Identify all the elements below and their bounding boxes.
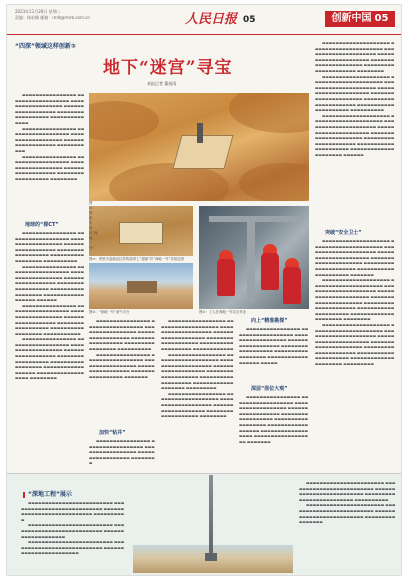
text-column: ▬▬▬▬▬▬▬▬▬▬▬▬▬▬▬▬▬ ▬▬▬▬▬▬▬▬▬▬▬▬▬▬▬▬▬▬▬ ▬▬▬▬▬▬▬▬▬▬▬▬▬▬▬▬▬▬▬ ▬▬▬▬▬▬▬▬▬▬▬▬▬▬▬▬▬▬▬ ▬▬▬▬▬▬▬▬▬▬▬▬▬▬▬▬▬▬▬ ▬▬▬▬▬▬▬▬▬▬▬▬▬▬▬▬▬▬▬ ▬▬▬▬▬▬▬▬▬▬▬▬ ▬▬▬▬▬▬▬▬▬▬▬▬▬▬▬▬▬ ▬▬▬▬▬▬▬▬▬▬▬▬▬▬▬▬▬▬▬ ▬▬▬▬▬▬▬▬▬▬▬▬▬▬▬▬▬▬▬ ▬▬▬▬▬▬▬▬▬▬▬▬▬▬▬▬▬▬▬ ▬▬▬▬▬▬▬▬▬▬▬▬▬▬▬▬▬▬▬ ▬▬▬▬▬▬▬▬▬▬▬▬▬▬▬▬▬▬▬ ▬▬▬▬▬▬▬▬▬▬▬▬▬▬▬▬▬▬▬ ▬▬▬▬▬▬▬▬▬ ▬▬▬▬▬▬▬▬▬▬▬▬▬▬▬▬▬ ▬▬▬▬▬▬▬▬▬▬▬▬▬▬▬▬▬▬▬ ▬▬▬▬▬▬▬▬▬▬▬▬▬▬▬▬▬▬▬ ▬▬▬▬▬▬▬▬▬▬▬▬▬▬▬▬▬▬▬ ▬▬▬▬▬▬▬▬▬▬▬▬▬▬▬▬▬▬▬ ▬▬▬▬▬▬▬▬: [161, 319, 234, 419]
info-box-text: ▬▬▬▬▬▬▬▬▬▬▬▬▬▬▬▬▬▬▬▬▬▬▬ ▬▬▬▬▬▬▬▬▬▬▬▬▬▬▬▬▬▬▬▬▬▬▬▬▬ ▬▬▬▬▬▬▬▬▬▬▬▬▬▬▬▬▬▬▬▬▬▬▬▬▬ ▬▬▬▬▬▬▬▬▬▬▬▬▬▬▬▬▬▬▬▬▬▬▬▬▬ ▬▬▬▬▬▬▬▬▬▬ ▬▬▬▬▬▬▬▬▬▬▬▬▬▬▬▬▬▬▬▬▬▬▬ ▬▬▬▬▬▬▬▬▬▬▬▬▬▬▬▬▬▬▬▬▬▬▬▬▬ ▬▬▬▬▬▬▬▬▬▬▬▬▬▬▬▬▬▬▬▬▬▬▬▬▬ ▬▬▬▬▬▬▬▬▬▬▬▬▬▬▬▬: [299, 481, 396, 525]
date-line: 2023年11月28日 星期二: [15, 9, 61, 14]
text-column: ▬▬▬▬▬▬▬▬▬▬▬▬▬▬▬▬ ▬▬▬▬▬▬▬▬▬▬▬▬▬▬▬▬▬▬ ▬▬▬▬▬▬▬▬▬▬▬▬▬▬▬▬▬▬ ▬▬▬▬▬▬▬▬▬▬▬▬▬▬▬▬▬▬ ▬▬▬▬▬▬▬▬▬▬▬▬▬▬▬▬▬▬ ▬▬▬▬▬▬▬▬▬▬▬▬▬▬▬▬▬▬ ▬▬▬▬▬▬▬▬▬▬▬▬▬▬▬▬▬▬ ▬▬▬▬▬: [239, 327, 309, 365]
masthead: [7, 5, 402, 35]
newspaper-logo: 人民日报: [185, 12, 238, 27]
section-badge: [325, 11, 395, 27]
helmet: [285, 258, 299, 267]
subhead: 向上“精准勘探”: [251, 318, 288, 324]
text-column: ▬▬▬▬▬▬▬▬▬▬▬▬▬▬▬▬ ▬▬▬▬▬▬▬▬▬▬▬▬▬▬▬▬▬▬ ▬▬▬▬▬▬▬▬▬▬▬▬▬▬▬▬▬▬ ▬▬▬▬▬▬▬▬▬▬▬▬▬▬▬▬▬▬ ▬▬▬▬▬▬▬▬▬▬▬▬▬▬▬▬▬▬ ▬▬▬▬▬▬▬▬▬▬▬▬▬▬ ▬▬▬▬▬▬▬▬▬▬▬▬▬▬▬▬ ▬▬▬▬▬▬▬▬▬▬▬▬▬▬▬▬▬▬ ▬▬▬▬▬▬▬▬▬▬▬▬▬▬▬▬▬▬ ▬▬▬▬▬▬▬▬▬▬▬▬▬▬▬▬▬▬ ▬▬▬▬▬▬▬▬▬▬▬ ▬▬▬▬▬▬▬▬▬▬▬▬▬▬▬▬ ▬▬▬▬▬▬▬▬▬▬▬▬▬▬▬▬▬▬ ▬▬▬▬▬▬▬▬▬▬▬▬▬▬▬▬▬▬ ▬▬▬▬▬▬▬▬▬▬▬▬▬▬▬▬▬▬ ▬▬▬▬▬▬▬▬▬▬▬▬▬▬▬▬▬▬ ▬▬▬▬▬▬▬▬: [15, 93, 85, 181]
desert-oilfield-photo: [89, 93, 309, 201]
photo-caption: 图③：工人在深地一号井区作业: [199, 310, 247, 314]
dune-shape: [89, 101, 159, 141]
drilling-tower-photo: [205, 475, 217, 563]
text-column: ▬▬▬▬▬▬▬▬▬▬▬▬▬▬▬▬ ▬▬▬▬▬▬▬▬▬▬▬▬▬▬▬▬▬▬ ▬▬▬▬▬▬▬▬▬▬▬▬▬▬▬▬▬▬ ▬▬▬▬▬▬▬▬▬▬▬▬▬▬▬▬▬▬ ▬▬▬▬▬▬▬▬▬▬▬▬▬▬▬▬▬▬ ▬▬▬▬▬▬▬▬▬▬▬▬▬▬▬▬▬▬ ▬▬▬▬▬▬▬▬▬▬ ▬▬▬▬▬▬▬▬▬▬▬▬▬▬▬▬ ▬▬▬▬▬▬▬▬▬▬▬▬▬▬▬▬▬▬ ▬▬▬▬▬▬▬▬▬▬▬▬▬▬▬▬▬▬ ▬▬▬▬▬▬▬▬▬▬▬▬▬▬▬▬▬▬ ▬▬▬▬▬▬▬▬▬▬▬▬▬▬▬▬▬▬ ▬▬▬▬▬▬▬▬▬▬▬▬▬▬▬▬▬▬ ▬▬▬▬▬▬▬▬▬▬▬▬▬▬▬▬▬▬ ▬▬▬▬▬▬ ▬▬▬▬▬▬▬▬▬▬▬▬▬▬▬▬ ▬▬▬▬▬▬▬▬▬▬▬▬▬▬▬▬▬▬ ▬▬▬▬▬▬▬▬▬▬▬▬▬▬▬▬▬▬ ▬▬▬▬▬▬▬▬▬▬▬▬▬▬▬▬▬▬ ▬▬▬▬▬▬▬▬▬▬▬▬▬▬▬▬▬▬ ▬▬▬▬▬▬▬▬▬▬▬▬▬▬▬▬▬▬ ▬▬▬▬▬▬▬▬▬▬▬ ▬▬▬▬▬▬▬▬▬▬▬▬▬▬▬▬ ▬▬▬▬▬▬▬▬▬▬▬▬▬▬▬▬▬▬ ▬▬▬▬▬▬▬▬▬▬▬▬▬▬▬▬▬▬ ▬▬▬▬▬▬▬▬▬▬▬▬▬▬▬▬▬▬ ▬▬▬▬▬▬▬▬▬▬▬▬▬▬▬▬▬▬ ▬▬▬▬▬▬▬▬▬▬▬▬▬▬▬▬▬▬ ▬▬▬▬▬▬▬▬▬▬▬▬▬▬▬▬▬▬ ▬▬▬▬▬▬▬▬▬▬▬▬▬▬▬▬▬▬ ▬▬▬▬▬▬▬▬: [15, 231, 85, 381]
worker-figure: [217, 258, 235, 296]
worker-figure: [261, 252, 279, 290]
photo-caption: 图④：“深地一号”油气平台: [89, 310, 130, 314]
worker-figure: [283, 266, 301, 304]
dune-shape: [239, 163, 309, 201]
subhead: 加快“钻井”: [99, 430, 126, 436]
newspaper-page: 2023年11月28日 星期二 责编：杨宏峰 邮箱：rmlt@rmrb.com.cn 人民日报 05 创新中国 05 “四深”领域这样创新③ 地下“迷宫”寻宝 本报记者 董丝雨 ▬▬▬▬▬▬▬▬▬▬▬▬▬▬▬▬ ▬▬▬▬▬▬▬▬▬▬▬▬▬▬▬▬▬▬ ▬▬▬▬▬▬▬▬▬▬▬▬▬▬▬▬▬▬ ▬▬▬▬▬▬▬▬▬▬▬▬▬▬▬▬▬▬ ▬▬▬▬▬▬▬▬▬▬▬▬▬▬▬▬▬▬ ▬▬▬▬▬▬▬▬▬▬▬▬▬▬ ▬▬▬▬▬▬▬▬▬▬▬▬▬▬▬▬ ▬▬▬▬▬▬▬▬▬▬▬▬▬▬▬▬▬▬ ▬▬▬▬▬▬▬▬▬▬▬▬▬▬▬▬▬▬ ▬▬▬▬▬▬▬▬▬▬▬▬▬▬▬▬▬▬ ▬▬▬▬▬▬▬▬▬▬▬ ▬▬▬▬▬▬▬▬▬▬▬▬▬▬▬▬ ▬▬▬▬▬▬▬▬▬▬▬▬▬▬▬▬▬▬ ▬▬▬▬▬▬▬▬▬▬▬▬▬▬▬▬▬▬ ▬▬▬▬▬▬▬▬▬▬▬▬▬▬▬▬▬▬ ▬▬▬▬▬▬▬▬▬▬▬▬▬▬▬▬▬▬ ▬▬▬▬▬▬▬▬ 地球的“探CT” ▬▬▬▬▬▬▬▬▬▬▬▬▬▬▬▬ ▬▬▬▬▬▬▬▬▬▬▬▬▬▬▬▬▬▬ ▬▬▬▬▬▬▬▬▬▬▬▬▬▬▬▬▬▬ ▬▬▬▬▬▬▬▬▬▬▬▬▬▬▬▬▬▬ ▬▬▬▬▬▬▬▬▬▬▬▬▬▬▬▬▬▬ ▬▬▬▬▬▬▬▬▬▬▬▬▬▬▬▬▬▬ ▬▬▬▬▬▬▬▬▬▬ ▬▬▬▬▬▬▬▬▬▬▬▬▬▬▬▬ ▬▬▬▬▬▬▬▬▬▬▬▬▬▬▬▬▬▬ ▬▬▬▬▬▬▬▬▬▬▬▬▬▬▬▬▬▬ ▬▬▬▬▬▬▬▬▬▬▬▬▬▬▬▬▬▬ ▬▬▬▬▬▬▬▬▬▬▬▬▬▬▬▬▬▬ ▬▬▬▬▬▬▬▬▬▬▬▬▬▬▬▬▬▬ ▬▬▬▬▬▬▬▬▬▬▬▬▬▬▬▬▬▬ ▬▬▬▬▬▬ ▬▬▬▬▬▬▬▬▬▬▬▬▬▬▬▬ ▬▬▬▬▬▬▬▬▬▬▬▬▬▬▬▬▬▬ ▬▬▬▬▬▬▬▬▬▬▬▬▬▬▬▬▬▬ ▬▬▬▬▬▬▬▬▬▬▬▬▬▬▬▬▬▬ ▬▬▬▬▬▬▬▬▬▬▬▬▬▬▬▬▬▬ ▬▬▬▬▬▬▬▬▬▬▬▬▬▬▬▬▬▬ ▬▬▬▬▬▬▬▬▬▬▬ ▬▬▬▬▬▬▬▬▬▬▬▬▬▬▬▬ ▬▬▬▬▬▬▬▬▬▬▬▬▬▬▬▬▬▬ ▬▬▬▬▬▬▬▬▬▬▬▬▬▬▬▬▬▬ ▬▬▬▬▬▬▬▬▬▬▬▬▬▬▬▬▬▬ ▬▬▬▬▬▬▬▬▬▬▬▬▬▬▬▬▬▬ ▬▬▬▬▬▬▬▬▬▬▬▬▬▬▬▬▬▬ ▬▬▬▬▬▬▬▬▬▬▬▬▬▬▬▬▬▬ ▬▬▬▬▬▬▬▬▬▬▬▬▬▬▬▬▬▬ ▬▬▬▬▬▬▬▬ 图②：塔里木盆地克拉苏构造带上“超深”井“深地一号”井组近照 图④：“深地一号”油气平台 图③：工人在深地一号井区作业 图 ▬▬▬▬▬▬▬▬▬▬▬▬▬▬▬▬▬▬▬▬ ▬▬▬▬▬▬▬▬▬▬▬▬▬▬▬▬▬▬▬▬▬ ▬▬▬▬▬▬▬▬▬▬▬▬▬▬▬▬▬▬▬▬▬ ▬▬▬▬▬▬▬▬▬▬▬▬▬▬▬▬▬▬▬▬▬ ▬▬▬▬▬▬▬▬▬▬▬▬▬▬▬▬▬▬▬▬▬ ▬▬▬▬▬▬▬▬▬▬▬▬▬▬▬▬▬▬▬▬▬ ▬▬▬▬▬▬▬▬ ▬▬▬▬▬▬▬▬▬▬▬▬▬▬▬▬▬▬▬▬ ▬▬▬▬▬▬▬▬▬▬▬▬▬▬▬▬▬▬▬▬▬ ▬▬▬▬▬▬▬▬▬▬▬▬▬▬▬▬▬▬▬▬▬ ▬▬▬▬▬▬▬▬▬▬▬▬▬▬▬▬▬▬▬▬▬ ▬▬▬▬▬▬▬▬▬▬▬▬▬▬▬▬▬▬▬▬▬ ▬▬▬▬▬▬▬▬▬▬▬▬▬▬▬▬▬▬▬▬▬ ▬▬▬▬▬▬▬▬▬▬▬▬▬▬▬▬▬▬▬▬▬ ▬▬▬▬▬▬▬▬▬▬ ▬▬▬▬▬▬▬▬▬▬▬▬▬▬▬▬▬▬▬▬ ▬▬▬▬▬▬▬▬▬▬▬▬▬▬▬▬▬▬▬▬▬ ▬▬▬▬▬▬▬▬▬▬▬▬▬▬▬▬▬▬▬▬▬ ▬▬▬▬▬▬▬▬▬▬▬▬▬▬▬▬▬▬▬▬▬ ▬▬▬▬▬▬▬▬▬▬▬▬▬▬▬▬▬▬▬▬▬ ▬▬▬▬▬▬▬▬▬▬▬▬▬▬▬▬▬▬▬▬▬ ▬▬▬▬▬▬▬▬▬▬▬▬▬▬▬▬▬▬▬▬▬ ▬▬▬▬▬▬▬▬▬▬▬▬▬▬▬▬▬▬▬▬▬ ▬▬▬▬▬▬ 突破“安全卫士” ▬▬▬▬▬▬▬▬▬▬▬▬▬▬▬▬▬▬▬▬ ▬▬▬▬▬▬▬▬▬▬▬▬▬▬▬▬▬▬▬▬▬ ▬▬▬▬▬▬▬▬▬▬▬▬▬▬▬▬▬▬▬▬▬ ▬▬▬▬▬▬▬▬▬▬▬▬▬▬▬▬▬▬▬▬▬ ▬▬▬▬▬▬▬▬▬▬▬▬▬▬▬▬▬▬▬▬▬ ▬▬▬▬▬▬▬▬▬▬▬▬▬▬▬▬▬▬▬▬▬ ▬▬▬▬▬▬▬▬▬▬▬▬▬▬▬▬▬▬▬▬▬ ▬▬▬▬▬▬▬ ▬▬▬▬▬▬▬▬▬▬▬▬▬▬▬▬▬▬▬▬ ▬▬▬▬▬▬▬▬▬▬▬▬▬▬▬▬▬▬▬▬▬ ▬▬▬▬▬▬▬▬▬▬▬▬▬▬▬▬▬▬▬▬▬ ▬▬▬▬▬▬▬▬▬▬▬▬▬▬▬▬▬▬▬▬▬ ▬▬▬▬▬▬▬▬▬▬▬▬▬▬▬▬▬▬▬▬▬ ▬▬▬▬▬▬▬▬▬▬▬▬▬▬▬▬▬▬▬▬▬ ▬▬▬▬▬▬▬▬▬▬▬▬▬▬▬▬▬▬▬▬▬ ▬▬▬▬▬▬▬▬▬▬▬▬▬▬▬▬▬▬▬▬▬ ▬▬▬▬▬▬▬▬ ▬▬▬▬▬▬▬▬▬▬▬▬▬▬▬▬▬▬▬▬ ▬▬▬▬▬▬▬▬▬▬▬▬▬▬▬▬▬▬▬▬▬ ▬▬▬▬▬▬▬▬▬▬▬▬▬▬▬▬▬▬▬▬▬ ▬▬▬▬▬▬▬▬▬▬▬▬▬▬▬▬▬▬▬▬▬ ▬▬▬▬▬▬▬▬▬▬▬▬▬▬▬▬▬▬▬▬▬ ▬▬▬▬▬▬▬▬▬▬▬▬▬▬▬▬▬▬▬▬▬ ▬▬▬▬▬▬▬▬▬▬▬▬▬▬▬▬▬▬▬▬▬ ▬▬▬▬▬▬▬▬▬▬▬▬▬▬▬▬▬▬▬▬▬ ▬▬▬▬▬▬▬▬▬ ▬▬▬▬▬▬▬▬▬▬▬▬▬▬▬▬ ▬▬▬▬▬▬▬▬▬▬▬▬▬▬▬▬▬ ▬▬▬▬▬▬▬▬▬▬▬▬▬▬▬▬▬ ▬▬▬▬▬▬▬▬▬▬▬▬▬▬▬▬▬ ▬▬▬▬▬▬▬▬▬▬▬▬▬▬▬▬▬ ▬▬▬▬▬▬▬▬▬▬▬▬▬▬▬▬▬ ▬▬▬▬▬▬▬▬▬▬ ▬▬▬▬▬▬▬▬▬▬▬▬▬▬▬▬ ▬▬▬▬▬▬▬▬▬▬▬▬▬▬▬▬▬ ▬▬▬▬▬▬▬▬▬▬▬▬▬▬▬▬▬ ▬▬▬▬▬▬▬▬▬▬▬▬▬▬▬▬▬ ▬▬▬▬▬▬▬▬▬▬▬▬▬▬▬▬▬ ▬▬▬▬▬▬▬ 加快“钻井” ▬▬▬▬▬▬▬▬▬▬▬▬▬▬▬▬ ▬▬▬▬▬▬▬▬▬▬▬▬▬▬▬▬▬ ▬▬▬▬▬▬▬▬▬▬▬▬▬▬▬▬▬ ▬▬▬▬▬▬▬▬▬▬▬▬▬▬▬▬▬ ▬▬▬▬▬▬▬▬ ▬▬▬▬▬▬▬▬▬▬▬▬▬▬▬▬▬ ▬▬▬▬▬▬▬▬▬▬▬▬▬▬▬▬▬▬▬ ▬▬▬▬▬▬▬▬▬▬▬▬▬▬▬▬▬▬▬ ▬▬▬▬▬▬▬▬▬▬▬▬▬▬▬▬▬▬▬ ▬▬▬▬▬▬▬▬▬▬▬▬▬▬▬▬▬▬▬ ▬▬▬▬▬▬▬▬▬▬▬▬▬▬▬▬▬▬▬ ▬▬▬▬▬▬▬▬▬▬▬▬ ▬▬▬▬▬▬▬▬▬▬▬▬▬▬▬▬▬ ▬▬▬▬▬▬▬▬▬▬▬▬▬▬▬▬▬▬▬ ▬▬▬▬▬▬▬▬▬▬▬▬▬▬▬▬▬▬▬ ▬▬▬▬▬▬▬▬▬▬▬▬▬▬▬▬▬▬▬ ▬▬▬▬▬▬▬▬▬▬▬▬▬▬▬▬▬▬▬ ▬▬▬▬▬▬▬▬▬▬▬▬▬▬▬▬▬▬▬ ▬▬▬▬▬▬▬▬▬▬▬▬▬▬▬▬▬▬▬ ▬▬▬▬▬▬▬▬▬ ▬▬▬▬▬▬▬▬▬▬▬▬▬▬▬▬▬ ▬▬▬▬▬▬▬▬▬▬▬▬▬▬▬▬▬▬▬ ▬▬▬▬▬▬▬▬▬▬▬▬▬▬▬▬▬▬▬ ▬▬▬▬▬▬▬▬▬▬▬▬▬▬▬▬▬▬▬ ▬▬▬▬▬▬▬▬▬▬▬▬▬▬▬▬▬▬▬ ▬▬▬▬▬▬▬▬ 向上“精准勘探” ▬▬▬▬▬▬▬▬▬▬▬▬▬▬▬▬ ▬▬▬▬▬▬▬▬▬▬▬▬▬▬▬▬▬▬ ▬▬▬▬▬▬▬▬▬▬▬▬▬▬▬▬▬▬ ▬▬▬▬▬▬▬▬▬▬▬▬▬▬▬▬▬▬ ▬▬▬▬▬▬▬▬▬▬▬▬▬▬▬▬▬▬ ▬▬▬▬▬▬▬▬▬▬▬▬▬▬▬▬▬▬ ▬▬▬▬▬▬▬▬▬▬▬▬▬▬▬▬▬▬ ▬▬▬▬▬ 深层“原位大观” ▬▬▬▬▬▬▬▬▬▬▬▬▬▬▬▬ ▬▬▬▬▬▬▬▬▬▬▬▬▬▬▬▬▬▬ ▬▬▬▬▬▬▬▬▬▬▬▬▬▬▬▬▬▬ ▬▬▬▬▬▬▬▬▬▬▬▬▬▬▬▬▬▬ ▬▬▬▬▬▬▬▬▬▬▬▬▬▬▬▬▬▬ ▬▬▬▬▬▬▬▬▬▬▬▬▬▬▬▬▬▬ ▬▬▬▬▬▬▬▬▬▬▬▬▬▬▬▬▬▬ ▬▬▬▬▬▬▬▬▬▬▬▬▬▬▬▬▬▬ ▬▬▬▬▬▬▬▬▬▬▬▬▬▬▬▬▬▬ ▬▬▬▬▬▬▬ “深地工程”展示 ▬▬▬▬▬▬▬▬▬▬▬▬▬▬▬▬▬▬▬▬▬▬▬▬▬ ▬▬▬▬▬▬▬▬▬▬▬▬▬▬▬▬▬▬▬▬▬▬▬▬▬▬▬ ▬▬▬▬▬▬▬▬▬▬▬▬▬▬▬▬▬▬▬▬▬▬▬▬▬▬▬ ▬▬▬▬▬▬▬▬▬▬ ▬▬▬▬▬▬▬▬▬▬▬▬▬▬▬▬▬▬▬▬▬▬▬▬▬ ▬▬▬▬▬▬▬▬▬▬▬▬▬▬▬▬▬▬▬▬▬▬▬▬▬▬▬ ▬▬▬▬▬▬▬▬▬▬▬▬▬▬▬▬▬▬▬ ▬▬▬▬▬▬▬▬▬▬▬▬▬▬▬▬▬▬▬▬▬▬▬▬▬ ▬▬▬▬▬▬▬▬▬▬▬▬▬▬▬▬▬▬▬▬▬▬▬▬▬▬▬ ▬▬▬▬▬▬▬▬▬▬▬▬▬▬▬▬▬▬▬▬▬▬▬ ▬▬▬▬▬▬▬▬▬▬▬▬▬▬▬▬▬▬▬▬▬▬▬ ▬▬▬▬▬▬▬▬▬▬▬▬▬▬▬▬▬▬▬▬▬▬▬▬▬ ▬▬▬▬▬▬▬▬▬▬▬▬▬▬▬▬▬▬▬▬▬▬▬▬▬ ▬▬▬▬▬▬▬▬▬▬▬▬▬▬▬▬▬▬▬▬▬▬▬▬▬ ▬▬▬▬▬▬▬▬▬▬ ▬▬▬▬▬▬▬▬▬▬▬▬▬▬▬▬▬▬▬▬▬▬▬ ▬▬▬▬▬▬▬▬▬▬▬▬▬▬▬▬▬▬▬▬▬▬▬▬▬ ▬▬▬▬▬▬▬▬▬▬▬▬▬▬▬▬▬▬▬▬▬▬▬▬▬ ▬▬▬▬▬▬▬▬▬▬▬▬▬▬▬▬: [6, 4, 402, 576]
workers-photo: [199, 206, 309, 309]
page-number: 05: [243, 15, 256, 25]
text-column: ▬▬▬▬▬▬▬▬▬▬▬▬▬▬▬▬ ▬▬▬▬▬▬▬▬▬▬▬▬▬▬▬▬▬▬ ▬▬▬▬▬▬▬▬▬▬▬▬▬▬▬▬▬▬ ▬▬▬▬▬▬▬▬▬▬▬▬▬▬▬▬▬▬ ▬▬▬▬▬▬▬▬▬▬▬▬▬▬▬▬▬▬ ▬▬▬▬▬▬▬▬▬▬▬▬▬▬▬▬▬▬ ▬▬▬▬▬▬▬▬▬▬▬▬▬▬▬▬▬▬ ▬▬▬▬▬▬▬▬▬▬▬▬▬▬▬▬▬▬ ▬▬▬▬▬▬▬▬▬▬▬▬▬▬▬▬▬▬ ▬▬▬▬▬▬▬: [239, 395, 309, 444]
section-number: 05: [374, 13, 389, 24]
subhead: 地球的“探CT”: [25, 222, 59, 228]
helmet: [263, 244, 277, 253]
subhead: 深层“原位大观”: [251, 386, 288, 392]
tower-shaft: [209, 475, 213, 561]
text-column: ▬▬▬▬▬▬▬▬▬▬▬▬▬▬▬▬▬▬▬▬ ▬▬▬▬▬▬▬▬▬▬▬▬▬▬▬▬▬▬▬▬▬ ▬▬▬▬▬▬▬▬▬▬▬▬▬▬▬▬▬▬▬▬▬ ▬▬▬▬▬▬▬▬▬▬▬▬▬▬▬▬▬▬▬▬▬ ▬▬▬▬▬▬▬▬▬▬▬▬▬▬▬▬▬▬▬▬▬ ▬▬▬▬▬▬▬▬▬▬▬▬▬▬▬▬▬▬▬▬▬ ▬▬▬▬▬▬▬▬▬▬▬▬▬▬▬▬▬▬▬▬▬ ▬▬▬▬▬▬▬ ▬▬▬▬▬▬▬▬▬▬▬▬▬▬▬▬▬▬▬▬ ▬▬▬▬▬▬▬▬▬▬▬▬▬▬▬▬▬▬▬▬▬ ▬▬▬▬▬▬▬▬▬▬▬▬▬▬▬▬▬▬▬▬▬ ▬▬▬▬▬▬▬▬▬▬▬▬▬▬▬▬▬▬▬▬▬ ▬▬▬▬▬▬▬▬▬▬▬▬▬▬▬▬▬▬▬▬▬ ▬▬▬▬▬▬▬▬▬▬▬▬▬▬▬▬▬▬▬▬▬ ▬▬▬▬▬▬▬▬▬▬▬▬▬▬▬▬▬▬▬▬▬ ▬▬▬▬▬▬▬▬▬▬▬▬▬▬▬▬▬▬▬▬▬ ▬▬▬▬▬▬▬▬ ▬▬▬▬▬▬▬▬▬▬▬▬▬▬▬▬▬▬▬▬ ▬▬▬▬▬▬▬▬▬▬▬▬▬▬▬▬▬▬▬▬▬ ▬▬▬▬▬▬▬▬▬▬▬▬▬▬▬▬▬▬▬▬▬ ▬▬▬▬▬▬▬▬▬▬▬▬▬▬▬▬▬▬▬▬▬ ▬▬▬▬▬▬▬▬▬▬▬▬▬▬▬▬▬▬▬▬▬ ▬▬▬▬▬▬▬▬▬▬▬▬▬▬▬▬▬▬▬▬▬ ▬▬▬▬▬▬▬▬▬▬▬▬▬▬▬▬▬▬▬▬▬ ▬▬▬▬▬▬▬▬▬▬▬▬▬▬▬▬▬▬▬▬▬ ▬▬▬▬▬▬▬▬▬: [315, 239, 395, 367]
text-column: ▬▬▬▬▬▬▬▬▬▬▬▬▬▬▬▬▬▬▬▬ ▬▬▬▬▬▬▬▬▬▬▬▬▬▬▬▬▬▬▬▬▬ ▬▬▬▬▬▬▬▬▬▬▬▬▬▬▬▬▬▬▬▬▬ ▬▬▬▬▬▬▬▬▬▬▬▬▬▬▬▬▬▬▬▬▬ ▬▬▬▬▬▬▬▬▬▬▬▬▬▬▬▬▬▬▬▬▬ ▬▬▬▬▬▬▬▬▬▬▬▬▬▬▬▬▬▬▬▬▬ ▬▬▬▬▬▬▬▬ ▬▬▬▬▬▬▬▬▬▬▬▬▬▬▬▬▬▬▬▬ ▬▬▬▬▬▬▬▬▬▬▬▬▬▬▬▬▬▬▬▬▬ ▬▬▬▬▬▬▬▬▬▬▬▬▬▬▬▬▬▬▬▬▬ ▬▬▬▬▬▬▬▬▬▬▬▬▬▬▬▬▬▬▬▬▬ ▬▬▬▬▬▬▬▬▬▬▬▬▬▬▬▬▬▬▬▬▬ ▬▬▬▬▬▬▬▬▬▬▬▬▬▬▬▬▬▬▬▬▬ ▬▬▬▬▬▬▬▬▬▬▬▬▬▬▬▬▬▬▬▬▬ ▬▬▬▬▬▬▬▬▬▬ ▬▬▬▬▬▬▬▬▬▬▬▬▬▬▬▬▬▬▬▬ ▬▬▬▬▬▬▬▬▬▬▬▬▬▬▬▬▬▬▬▬▬ ▬▬▬▬▬▬▬▬▬▬▬▬▬▬▬▬▬▬▬▬▬ ▬▬▬▬▬▬▬▬▬▬▬▬▬▬▬▬▬▬▬▬▬ ▬▬▬▬▬▬▬▬▬▬▬▬▬▬▬▬▬▬▬▬▬ ▬▬▬▬▬▬▬▬▬▬▬▬▬▬▬▬▬▬▬▬▬ ▬▬▬▬▬▬▬▬▬▬▬▬▬▬▬▬▬▬▬▬▬ ▬▬▬▬▬▬▬▬▬▬▬▬▬▬▬▬▬▬▬▬▬ ▬▬▬▬▬▬: [315, 41, 395, 157]
masthead-info: [15, 9, 90, 21]
well-pad: [119, 222, 163, 244]
text-column: ▬▬▬▬▬▬▬▬▬▬▬▬▬▬▬▬ ▬▬▬▬▬▬▬▬▬▬▬▬▬▬▬▬▬ ▬▬▬▬▬▬▬▬▬▬▬▬▬▬▬▬▬ ▬▬▬▬▬▬▬▬▬▬▬▬▬▬▬▬▬ ▬▬▬▬▬▬▬▬: [89, 439, 155, 466]
photo-caption: 图②：塔里木盆地克拉苏构造带上“超深”井“深地一号”井组近照: [89, 257, 184, 261]
info-box-text: ▬▬▬▬▬▬▬▬▬▬▬▬▬▬▬▬▬▬▬▬▬▬▬▬▬ ▬▬▬▬▬▬▬▬▬▬▬▬▬▬▬▬▬▬▬▬▬▬▬▬▬▬▬ ▬▬▬▬▬▬▬▬▬▬▬▬▬▬▬▬▬▬▬▬▬▬▬▬▬▬▬ ▬▬▬▬▬▬▬▬▬▬ ▬▬▬▬▬▬▬▬▬▬▬▬▬▬▬▬▬▬▬▬▬▬▬▬▬ ▬▬▬▬▬▬▬▬▬▬▬▬▬▬▬▬▬▬▬▬▬▬▬▬▬▬▬ ▬▬▬▬▬▬▬▬▬▬▬▬▬▬▬▬▬▬▬ ▬▬▬▬▬▬▬▬▬▬▬▬▬▬▬▬▬▬▬▬▬▬▬▬▬ ▬▬▬▬▬▬▬▬▬▬▬▬▬▬▬▬▬▬▬▬▬▬▬▬▬▬▬ ▬▬▬▬▬▬▬▬▬▬▬▬▬▬▬▬▬▬▬▬▬▬▬: [21, 501, 125, 556]
drilling-rig: [197, 123, 203, 143]
dune-shape: [229, 93, 309, 133]
helmet: [219, 250, 233, 259]
platform-structure: [127, 281, 157, 293]
subhead: 突破“安全卫士”: [325, 230, 362, 236]
text-column: ▬▬▬▬▬▬▬▬▬▬▬▬▬▬▬▬ ▬▬▬▬▬▬▬▬▬▬▬▬▬▬▬▬▬ ▬▬▬▬▬▬▬▬▬▬▬▬▬▬▬▬▬ ▬▬▬▬▬▬▬▬▬▬▬▬▬▬▬▬▬ ▬▬▬▬▬▬▬▬▬▬▬▬▬▬▬▬▬ ▬▬▬▬▬▬▬▬▬▬▬▬▬▬▬▬▬ ▬▬▬▬▬▬▬▬▬▬ ▬▬▬▬▬▬▬▬▬▬▬▬▬▬▬▬ ▬▬▬▬▬▬▬▬▬▬▬▬▬▬▬▬▬ ▬▬▬▬▬▬▬▬▬▬▬▬▬▬▬▬▬ ▬▬▬▬▬▬▬▬▬▬▬▬▬▬▬▬▬ ▬▬▬▬▬▬▬▬▬▬▬▬▬▬▬▬▬ ▬▬▬▬▬▬▬: [89, 319, 155, 379]
editor-line: 责编：杨宏峰 邮箱：rmlt@rmrb.com.cn: [15, 15, 90, 20]
tower-base: [205, 553, 217, 561]
well-site-photo: [89, 206, 193, 256]
platform-photo: [89, 263, 193, 309]
well-pad: [172, 135, 233, 169]
section-name: 创新中国: [331, 13, 372, 24]
byline: 本报记者 董丝雨: [147, 81, 177, 86]
article-title: 地下“迷宫”寻宝: [103, 58, 233, 78]
series-label: “四深”领域这样创新③: [15, 43, 76, 50]
info-box-title: “深地工程”展示: [23, 489, 72, 498]
pipe-shape: [247, 222, 255, 302]
